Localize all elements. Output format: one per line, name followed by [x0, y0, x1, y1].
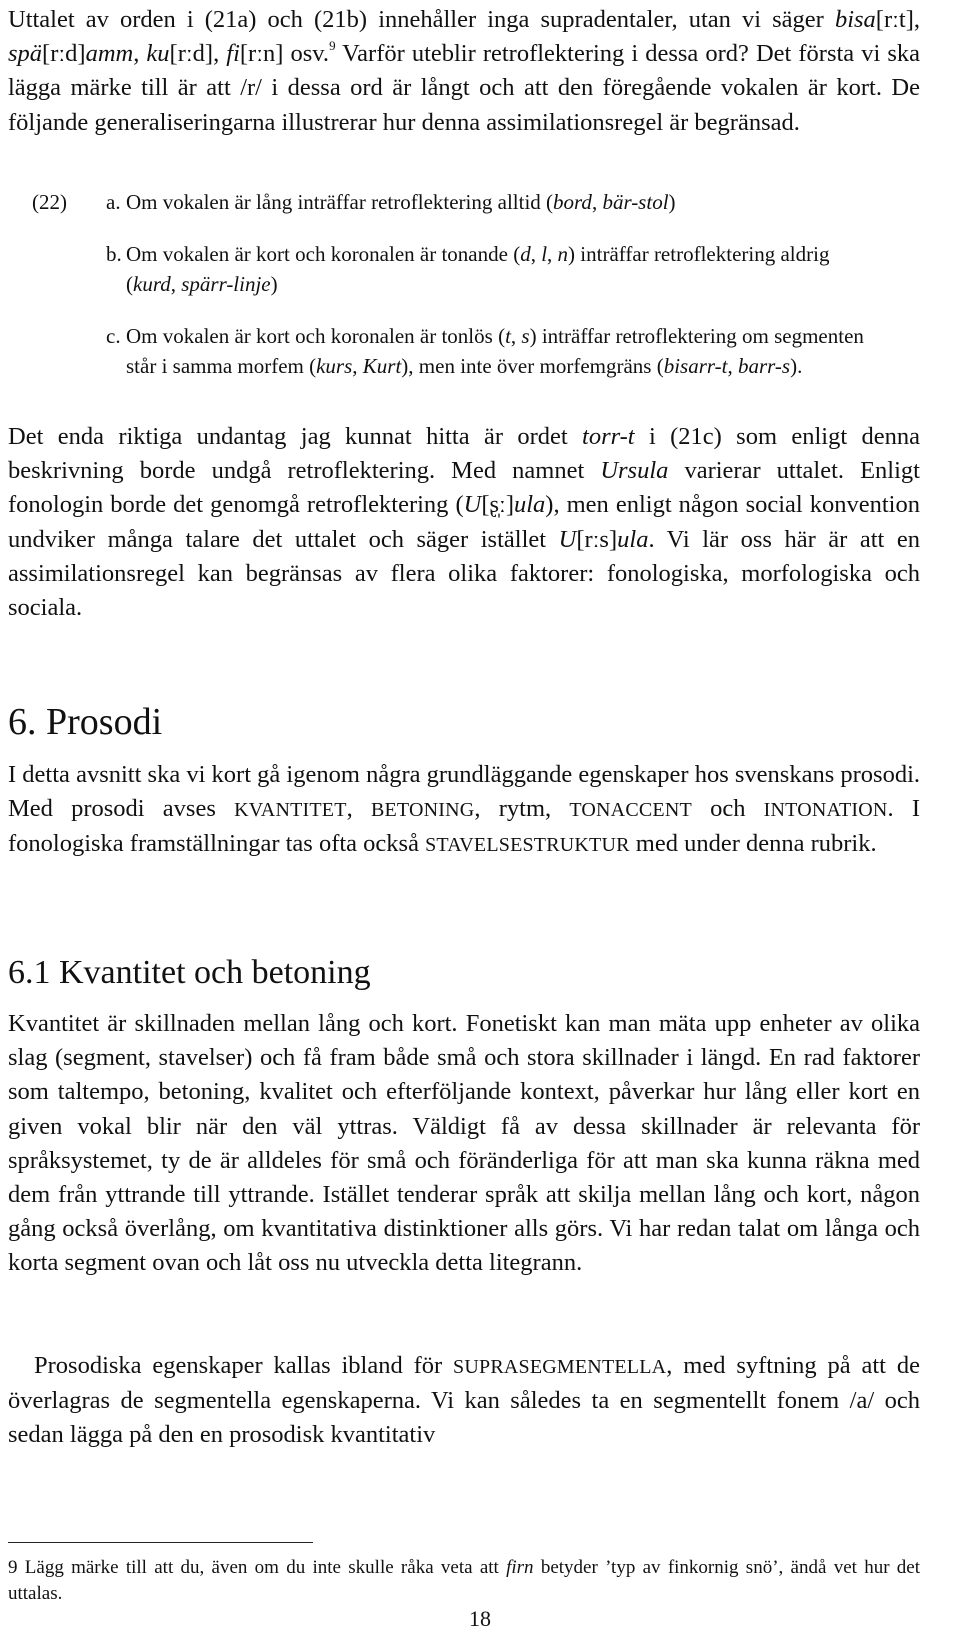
- footnote-rule: [8, 1542, 313, 1543]
- example-label-c: c.: [106, 324, 121, 348]
- example-label-b: b.: [106, 242, 122, 266]
- section-61-paragraph-2: Prosodiska egenskaper kallas ibland för SUPRASEGMENTELLA, med syftning på att de överlagras de segmentella egenskaperna. Vi kan således ta en segmentellt fonem /a/ och sedan lägga på den en prosodisk kvantitativ: [8, 1352, 920, 1449]
- footnote-ref: 9: [329, 38, 336, 54]
- example-item-b: b. Om vokalen är kort och koronalen är tonande (d, l, n) inträffar retroflektering aldrig (kurd, spärr-linje): [8, 239, 920, 299]
- footnote-mark: 9: [8, 1557, 18, 1578]
- paragraph-exception: Det enda riktiga undantag jag kunnat hitta är ordet torr-t i (21c) som enligt denna beskrivning borde undgå retroflektering. Med namnet Ursula varierar uttalet. Enligt fonologin borde det genomgå retroflektering (U[ʂ̩ː]ula), men enligt någon social konvention undviker många talare det uttalet och säger istället U[rːs]ula. Vi lär oss här är att en assimilationsregel kan begränsas av flera olika faktorer: fonologiska, morfologiska och sociala.: [8, 423, 920, 622]
- section-61-paragraph-1: Kvantitet är skillnaden mellan lång och kort. Fonetiskt kan man mäta upp enheter av olika slag (segment, stavelser) och få fram både små och stora skillnader i längd. En rad faktorer som taltempo, betoning, kvalitet och efterföljande kontext, påverkar hur lång eller kort en given vokal blir när den väl yttras. Väldigt få av dessa skillnader är relevanta för språksystemet, ty de är alldeles för små och föränderliga för att man ska kunna räkna med dem från yttrande till yttrande. Istället tenderar språk att skilja mellan lång och kort, någon gång också överlång, om kvantitativa distinktioner alls görs. Vi har redan talat om långa och korta segment ovan och låt oss nu utveckla detta litegrann.: [8, 1010, 920, 1277]
- section-heading-kvantitet: 6.1 Kvantitet och betoning: [8, 954, 371, 991]
- page-number: 18: [469, 1606, 491, 1631]
- top-paragraph: Uttalet av orden i (21a) och (21b) innehåller inga supradentaler, utan vi säger bisa[rːt], spä[rːd]amm, ku[rːd], fi[rːn] osv.$^9$ Varför uteblir retroflektering i dessa ord? Det första vi ska lägga märke till är att /r/ i dessa ord är långt och att den föregående vokalen är kort. De följande generaliseringarna illustrerar hur denna assimilationsregel är begränsad.: [8, 6, 920, 136]
- example-item-a: (22) a. Om vokalen är lång inträffar retroflektering alltid (bord, bär-stol): [8, 187, 920, 217]
- section-heading-prosodi: 6. Prosodi: [8, 701, 163, 743]
- example-number: (22): [32, 190, 67, 214]
- section-6-intro: I detta avsnitt ska vi kort gå igenom några grundläggande egenskaper hos svenskans prosodi. Med prosodi avses KVANTITET, BETONING, rytm, TONACCENT och INTONATION. I fonologiska framställningar tas ofta också STAVELSESTRUKTUR med under denna rubrik.: [8, 761, 921, 858]
- footnote: 9 Lägg märke till att du, även om du inte skulle råka veta att firn betyder ’typ av finkornig snö’, ändå vet hur det uttalas.: [8, 1557, 921, 1604]
- example-item-c: c. Om vokalen är kort och koronalen är tonlös (t, s) inträffar retroflektering om segmenten står i samma morfem (kurs, Kurt), men inte över morfemgräns (bisarr-t, barr-s).: [8, 321, 920, 381]
- example-22: [8, 187, 920, 381]
- example-label-a: a.: [106, 190, 121, 214]
